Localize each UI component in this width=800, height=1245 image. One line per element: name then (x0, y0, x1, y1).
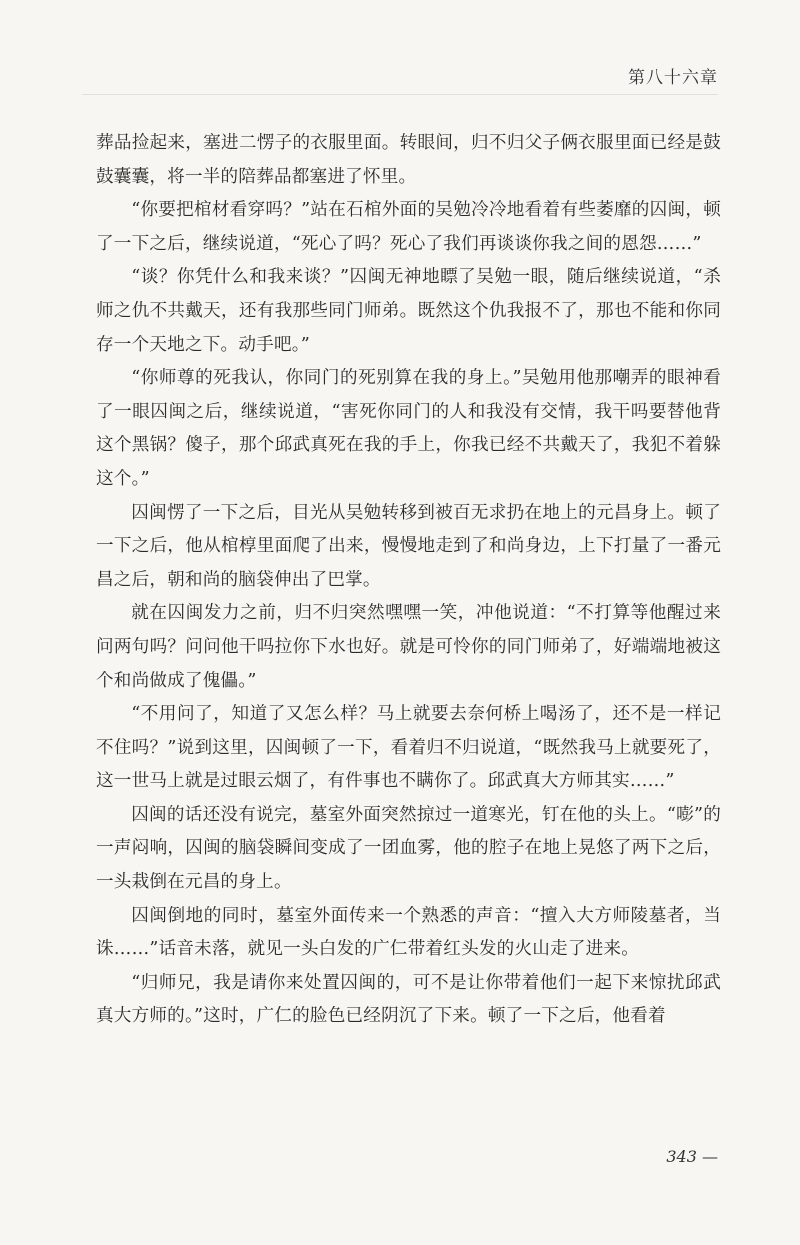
page-number: 343 — (666, 1147, 718, 1166)
paragraph: 囚闽愣了一下之后，目光从吴勉转移到被百无求扔在地上的元昌身上。顿了一下之后，他从棺椁里面爬了出来，慢慢地走到了和尚身边，上下打量了一番元昌之后，朝和尚的脑袋伸出了巴掌。 (96, 502, 721, 590)
paragraph: “你师尊的死我认，你同门的死别算在我的身上。”吴勉用他那嘲弄的眼神看了一眼囚闽之后，继续说道，“害死你同门的人和我没有交情，我干吗要替他背这个黑锅？傻子，那个邱武真死在我的手上，你我已经不共戴天了，我犯不着躲这个。” (96, 368, 721, 489)
header-divider (82, 94, 718, 95)
paragraph: 囚闽的话还没有说完，墓室外面突然掠过一道寒光，钉在他的头上。“嘭”的一声闷响，囚闽的脑袋瞬间变成了一团血雾，他的腔子在地上晃悠了两下之后，一头栽倒在元昌的身上。 (96, 804, 721, 893)
paragraph: 囚闽倒地的同时，墓室外面传来一个熟悉的声音：“擅入大方师陵墓者，当诛……”话音未落，就见一头白发的广仁带着红头发的火山走了进来。 (96, 905, 721, 960)
paragraph: “谈？你凭什么和我来谈？”囚闽无神地瞟了吴勉一眼，随后继续说道，“杀师之仇不共戴天，还有我那些同门师弟。既然这个仇我报不了，那也不能和你同存一个天地之下。动手吧。” (96, 267, 721, 355)
paragraph: 就在囚闽发力之前，归不归突然嘿嘿一笑，冲他说道：“不打算等他醒过来问两句吗？问问他干吗拉你下水也好。就是可怜你的同门师弟了，好端端地被这个和尚做成了傀儡。” (96, 603, 721, 691)
running-head-chapter: 第八十六章 (628, 68, 718, 88)
paragraph: “归师兄，我是请你来处置囚闽的，可不是让你带着他们一起下来惊扰邱武真大方师的。”这时，广仁的脸色已经阴沉了下来。顿了一下之后，他看着 (96, 972, 721, 1027)
paragraph: “你要把棺材看穿吗？”站在石棺外面的吴勉冷冷地看着有些萎靡的囚闽，顿了一下之后，继续说道，“死心了吗？死心了我们再谈谈你我之间的恩怨……” (96, 200, 721, 254)
paragraph: 葬品捡起来，塞进二愣子的衣服里面。转眼间，归不归父子俩衣服里面已经是鼓鼓囊囊，将一半的陪葬品都塞进了怀里。 (96, 133, 721, 187)
paragraph: “不用问了，知道了又怎么样？马上就要去奈何桥上喝汤了，还不是一样记不住吗？”说到这里，囚闽顿了一下，看着归不归说道，“既然我马上就要死了，这一世马上就是过眼云烟了，有件事也不瞒你了。邱武真大方师其实……” (96, 704, 721, 792)
body-text (96, 127, 721, 1034)
